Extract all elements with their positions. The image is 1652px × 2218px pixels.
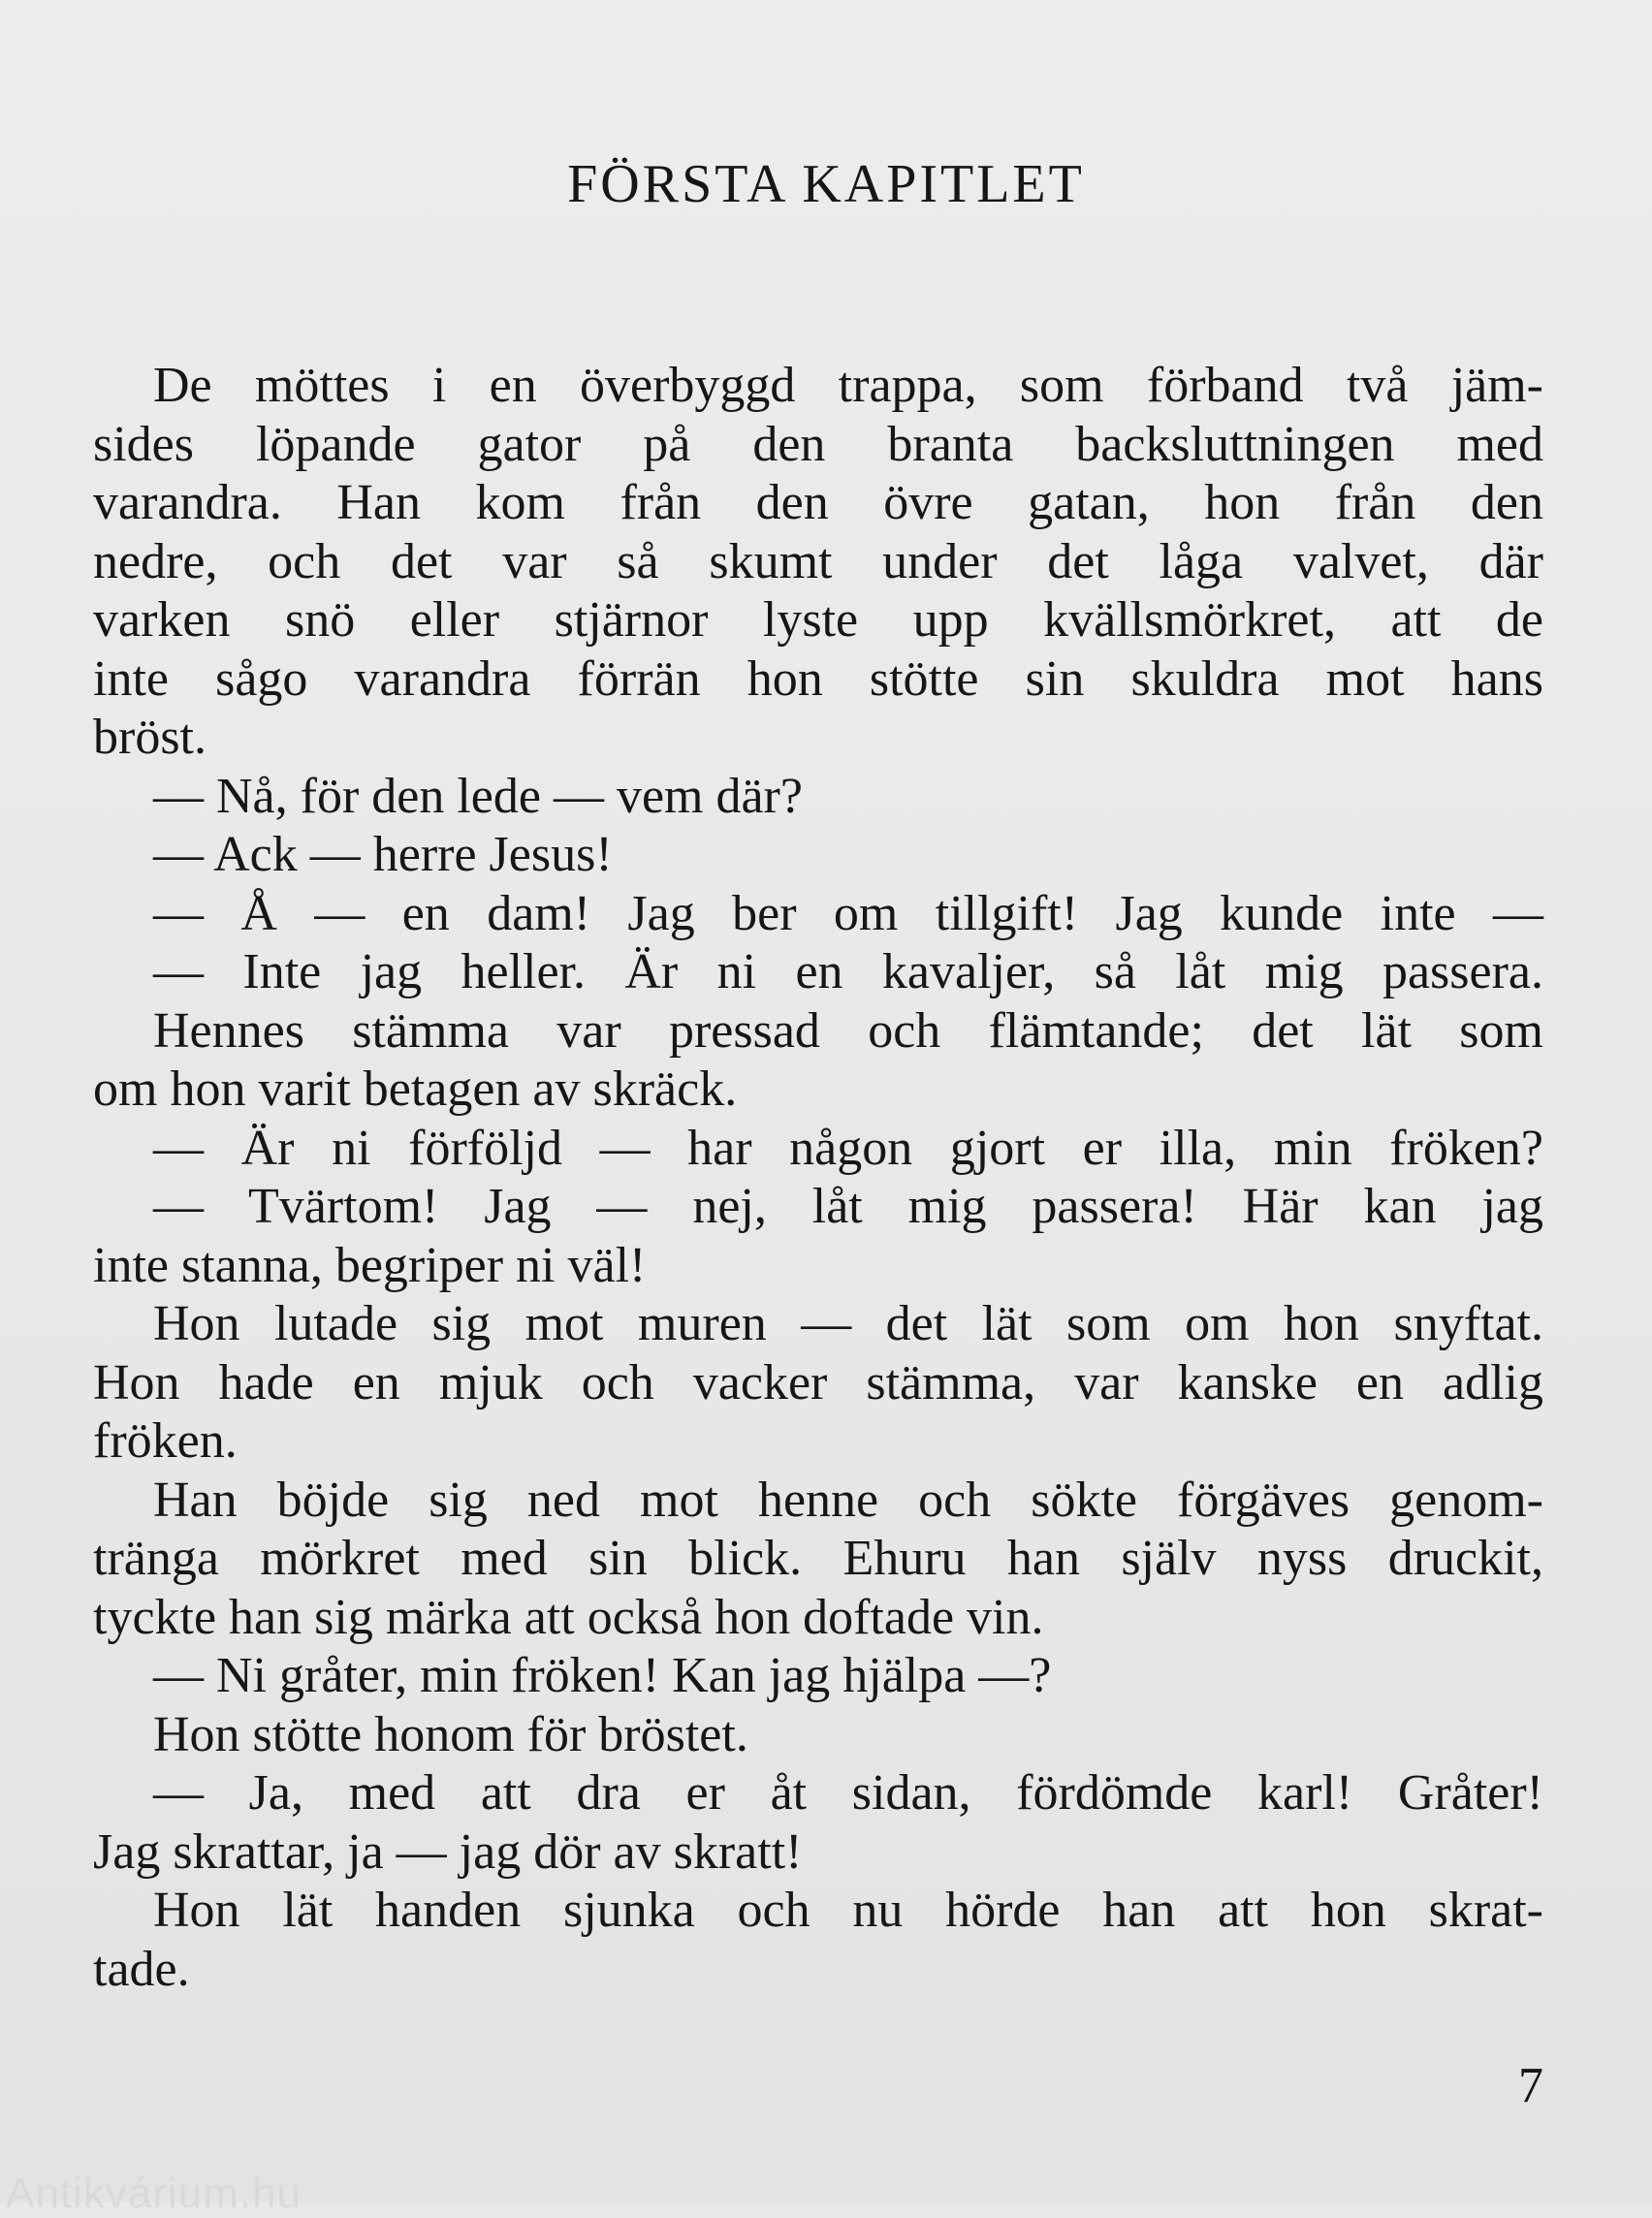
text-line: inte sågo varandra förrän hon stötte sin skuldra mot hans	[93, 650, 1543, 707]
text-line: varandra. Han kom från den övre gatan, hon från den	[93, 475, 1543, 530]
text-line: sides löpande gator på den branta backsluttningen med	[93, 416, 1543, 472]
text-line: — Tvärtom! Jag — nej, låt mig passera! Här kan jag	[153, 1179, 1543, 1234]
text-line: — Ack — herre Jesus!	[153, 827, 613, 882]
body-text	[93, 357, 1543, 1999]
text-line: Han böjde sig ned mot henne och sökte förgäves genom-	[153, 1472, 1543, 1528]
text-line: — Inte jag heller. Är ni en kavaljer, så låt mig passera.	[153, 944, 1543, 999]
text-line: — Nå, för den lede — vem där?	[153, 768, 803, 824]
text-line: — Är ni förföljd — har någon gjort er illa, min fröken?	[153, 1120, 1543, 1176]
text-line: Hennes stämma var pressad och flämtande; det lät som	[153, 1002, 1543, 1059]
text-line: om hon varit betagen av skräck.	[93, 1061, 738, 1117]
text-line: inte stanna, begriper ni väl!	[93, 1237, 647, 1293]
text-line: tade.	[93, 1941, 190, 1997]
text-line: De möttes i en överbyggd trappa, som förband två jäm-	[153, 358, 1543, 413]
chapter-title: FÖRSTA KAPITLET	[567, 154, 1085, 214]
text-line: Hon hade en mjuk och vacker stämma, var kanske en adlig	[93, 1354, 1543, 1410]
text-line: tränga mörkret med sin blick. Ehuru han själv nyss druckit,	[93, 1531, 1543, 1586]
text-line: Hon lutade sig mot muren — det lät som om hon snyftat.	[153, 1296, 1543, 1351]
text-line: Jag skrattar, ja — jag dör av skratt!	[93, 1823, 803, 1880]
text-line: Hon stötte honom för bröstet.	[153, 1706, 748, 1762]
text-line: nedre, och det var så skumt under det låga valvet, där	[93, 533, 1543, 589]
text-line: — Å — en dam! Jag ber om tillgift! Jag kunde inte —	[153, 885, 1543, 941]
watermark: Antikvárium.hu	[6, 2170, 302, 2217]
text-line: tyckte han sig märka att också hon doftade vin.	[93, 1589, 1044, 1645]
text-line: Hon lät handen sjunka och nu hörde han att hon skrat-	[153, 1883, 1543, 1938]
text-line: varken snö eller stjärnor lyste upp kvällsmörkret, att de	[93, 592, 1543, 648]
text-line: fröken.	[93, 1413, 238, 1469]
text-line: — Ni gråter, min fröken! Kan jag hjälpa —?	[153, 1648, 1052, 1703]
text-line: bröst.	[93, 710, 206, 765]
text-line: — Ja, med att dra er åt sidan, fördömde karl! Gråter!	[153, 1765, 1543, 1821]
page-number: 7	[1518, 2058, 1543, 2113]
